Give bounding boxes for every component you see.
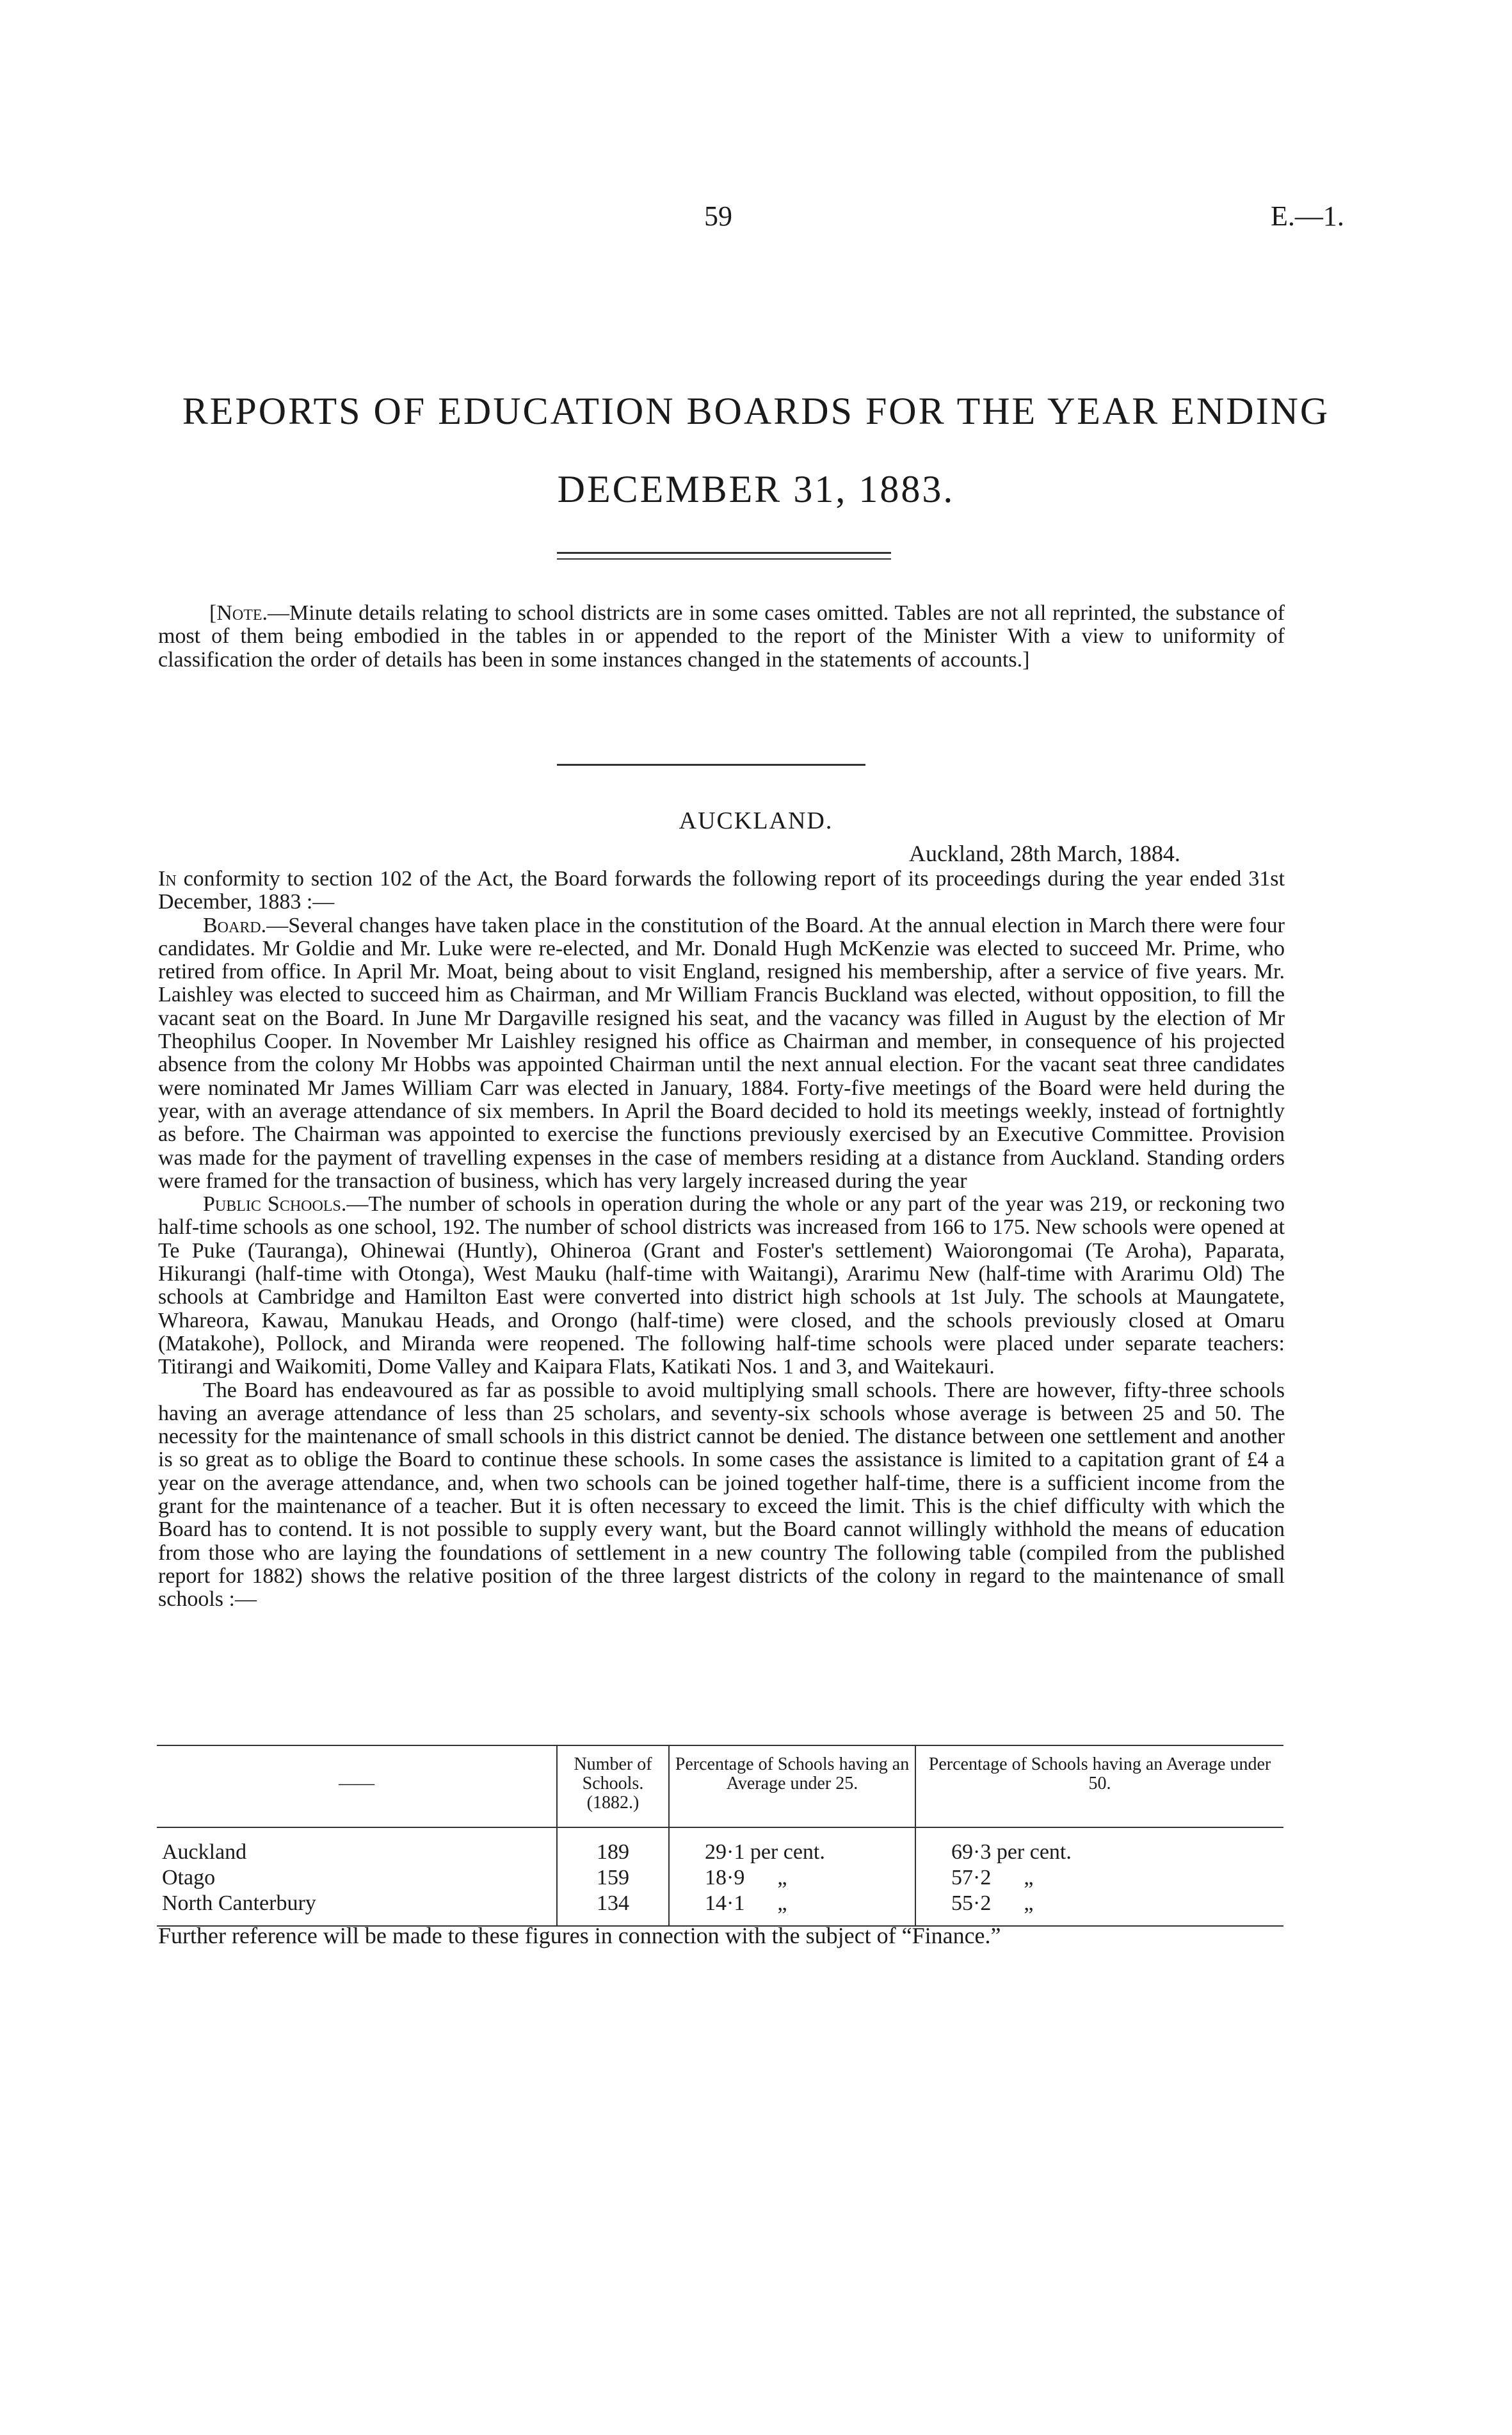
district-name: Auckland <box>162 1840 247 1864</box>
table-row <box>157 1865 1283 1891</box>
percent-under-50: 57·2 „ <box>915 1865 1283 1891</box>
intro-paragraph <box>158 868 1285 914</box>
document-title-line-2: DECEMBER 31, 1883. <box>557 468 955 510</box>
report-dateline: Auckland, 28th March, 1884. <box>909 841 1180 866</box>
note-label: [Note. <box>209 601 268 625</box>
intro-text: conformity to section 102 of the Act, the Board forwards the following report of its proceedings during the year ended 31st December, 1883 :— <box>158 867 1285 914</box>
board-paragraph <box>158 914 1285 1193</box>
footer-note: Further reference will be made to these figures in connection with the subject of “Finance.” <box>158 1923 1001 1948</box>
table-header-under25: Percentage of Schools having an Average under 25. <box>669 1746 915 1827</box>
school-count: 159 <box>557 1865 669 1891</box>
document-title-line-1: REPORTS OF EDUCATION BOARDS FOR THE YEAR ENDING <box>182 390 1330 432</box>
note-text: —Minute details relating to school districts are in some cases omitted. Tables are not all reprinted, the substance of most of them being embodied in the tables in or appended to the report of the Minister With a view to uniformity of classification the order of details has been in some instances changed in the statements of accounts.] <box>158 601 1285 672</box>
board-label: Board. <box>203 913 267 937</box>
small-schools-paragraph: The Board has endeavoured as far as possible to avoid multiplying small schools. There are however, fifty-three schools having an average attendance of less than 25 scholars, and seventy-six schools whose average is between 25 and 50. The necessity for the maintenance of small schools in this district cannot be denied. The distance between one settlement and another is so great as to oblige the Board to continue these schools. In some cases the assistance is limited to a capitation grant of £4 a year on the average attendance, and, when two schools can be joined together half-time, there is a sufficient income from the grant for the maintenance of a teacher. But it is often necessary to exceed the limit. This is the chief difficulty with which the Board has to contend. It is not possible to supply every want, but the Board cannot willingly withhold the means of education from those who are laying the foundations of settlement in a new country The following table (compiled from the published report for 1882) shows the relative position of the three largest districts of the colony in regard to the maintenance of small schools :— <box>158 1378 1285 1612</box>
title-divider-bottom <box>557 558 891 560</box>
public-schools-text: —The number of schools in operation during the whole or any part of the year was 219, or reckoning two half-time schools as one school, 192. The number of school districts was increased from 166 to 175. New schools were opened at Te Puke (Tauranga), Ohinewai (Huntly), Ohineroa (Grant and Foster's settlement) Waiorongomai (Te Aroha), Paparata, Hikurangi (half-time with Otonga), West Mauku (half-time with Waitangi), Ararimu New (half-time with Ararimu Old) The schools at Cambridge and Hamilton East were converted into district high schools at 1st July. The schools at Maungatete, Whareora, Kawau, Manukau Heads, and Orongo (half-time) were closed, and the schools previously closed at Omaru (Matakohe), Pollock, and Miranda were reopened. The following half-time schools were placed under separate teachers: Titirangi and Waikomiti, Dome Valley and Kaipara Flats, Katikati Nos. 1 and 3, and Waitekauri. <box>158 1192 1285 1379</box>
table-header-schools: Number of Schools. (1882.) <box>557 1746 669 1827</box>
intro-lead: In <box>158 867 177 891</box>
editorial-note <box>158 602 1285 672</box>
public-schools-paragraph <box>158 1193 1285 1379</box>
percent-under-50: 69·3 per cent. <box>915 1840 1283 1865</box>
report-body <box>158 868 1285 1612</box>
title-divider-top <box>557 552 891 554</box>
school-count: 189 <box>557 1840 669 1865</box>
section-heading: AUCKLAND. <box>679 807 833 834</box>
public-schools-label: Public Schools. <box>203 1192 347 1217</box>
table-row <box>157 1891 1283 1916</box>
table-row <box>157 1840 1283 1865</box>
board-text: —Several changes have taken place in the constitution of the Board. At the annual election in March there were four candidates. Mr Goldie and Mr. Luke were re-elected, and Mr. Donald Hugh McKenzie was elected to succeed Mr. Prime, who retired from office. In April Mr. Moat, being about to visit England, resigned his membership, after a service of five years. Mr. Laishley was elected to succeed him as Chairman, and Mr William Francis Buckland was elected, without opposition, to fill the vacant seat on the Board. In June Mr Dargaville resigned his seat, and the vacancy was filled in August by the election of Mr Theophilus Cooper. In November Mr Laishley resigned his office as Chairman and member, in consequence of his projected absence from the colony Mr Hobbs was appointed Chairman until the next annual election. For the vacant seat three candidates were nominated Mr James William Carr was elected in January, 1884. Forty-five meetings of the Board were held during the year, with an average attendance of six members. In April the Board decided to hold its meetings weekly, instead of fortnightly as before. The Chairman was appointed to exercise the functions previously exercised by an Executive Committee. Provision was made for the payment of travelling expenses in the case of members residing at a distance from Auckland. Standing orders were framed for the transaction of business, which has very largely increased during the year <box>158 913 1285 1193</box>
percent-under-25: 18·9 „ <box>669 1865 915 1891</box>
percent-under-25: 29·1 per cent. <box>669 1840 915 1865</box>
percent-under-50: 55·2 „ <box>915 1891 1283 1916</box>
table-header-blank: —— <box>157 1746 557 1827</box>
table-header-under50: Percentage of Schools having an Average under 50. <box>915 1746 1283 1827</box>
table-header-row <box>157 1746 1283 1827</box>
percent-under-25: 14·1 „ <box>669 1891 915 1916</box>
section-divider <box>557 764 865 766</box>
page-number: 59 <box>704 200 732 232</box>
small-schools-table <box>157 1745 1283 1927</box>
school-count: 134 <box>557 1891 669 1916</box>
sheet-reference: E.—1. <box>1271 200 1344 232</box>
district-name: Otago <box>162 1866 216 1889</box>
district-name: North Canterbury <box>162 1891 316 1915</box>
